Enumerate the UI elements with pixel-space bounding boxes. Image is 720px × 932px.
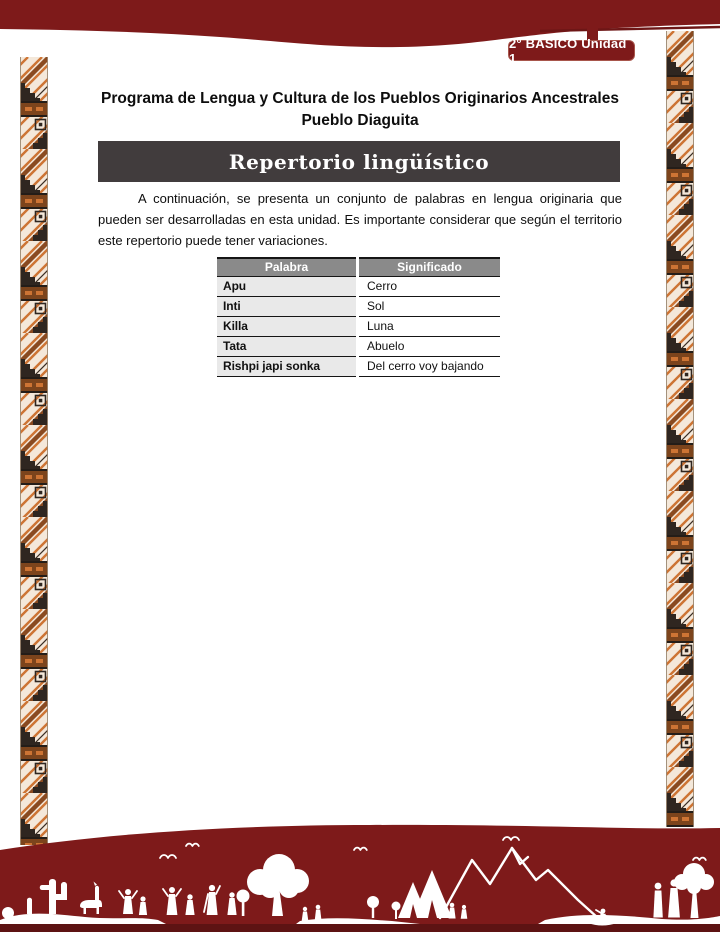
word-cell: Killa [217,317,356,337]
section-banner [98,141,620,182]
unit-badge [508,35,635,66]
table-header-row [217,257,500,277]
table-header-palabra: Palabra [217,257,356,277]
meaning-cell: Cerro [359,277,500,297]
meaning-cell: Luna [359,317,500,337]
table-header-significado: Significado [359,257,500,277]
intro-paragraph: A continuación, se presenta un conjunto de palabras en lengua originaria que pueden ser desarrolladas en esta unidad. Es importante considerar que según el territorio este repertorio puede tener variaciones. [98,191,622,249]
meaning-cell: Abuelo [359,337,500,357]
word-cell: Rishpi japi sonka [217,357,356,377]
section-banner-title: Repertorio lingüístico [228,149,490,174]
table-row [217,337,500,357]
table-row [217,297,500,317]
pueblo-subtitle: Pueblo Diaguita [301,112,419,130]
diaguita-pattern-border-left [20,57,48,845]
meaning-cell: Sol [359,297,500,317]
unit-badge-label: 2° BÁSICO Unidad 1 [509,35,627,66]
program-title: Programa de Lengua y Cultura de los Pueblos Originarios Ancestrales [101,90,619,107]
vocabulary-table [217,257,500,377]
word-cell: Apu [217,277,356,297]
footer-landscape-illustration [0,820,720,932]
meaning-cell: Del cerro voy bajando [359,357,500,377]
table-row [217,357,500,377]
table-row [217,277,500,297]
word-cell: Inti [217,297,356,317]
diaguita-pattern-border-right [666,31,694,827]
table-row [217,317,500,337]
document-title [70,88,650,133]
word-cell: Tata [217,337,356,357]
